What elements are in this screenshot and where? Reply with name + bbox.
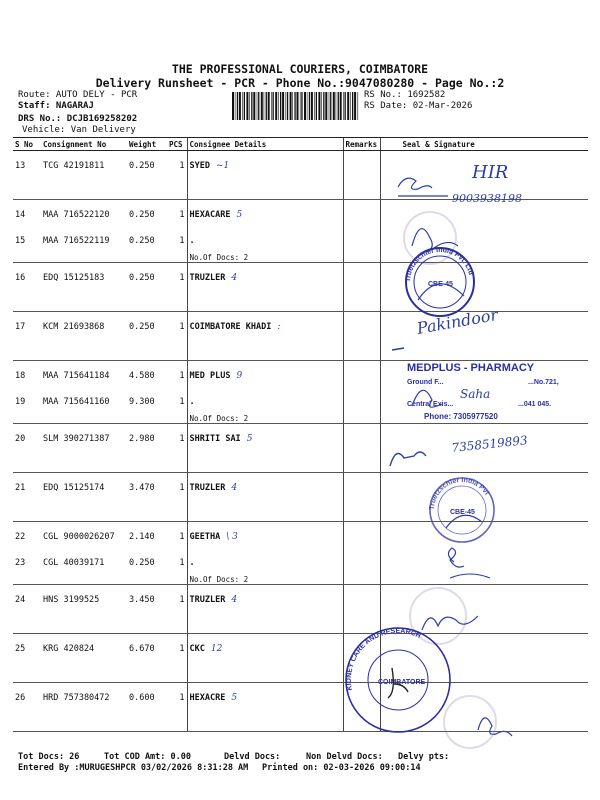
- printed-on: Printed on: 02-03-2026 09:00:14: [262, 763, 421, 773]
- row-consignee: [187, 522, 343, 557]
- row-weight: 6.670: [127, 634, 167, 683]
- barcode-bar: [268, 92, 270, 120]
- consignee-name: SYED: [189, 161, 210, 171]
- row-remarks: [343, 234, 380, 263]
- barcode-bar: [307, 92, 308, 120]
- row-sno: 14: [15, 210, 26, 220]
- barcode-bar: [280, 92, 281, 120]
- row-remarks: [343, 395, 380, 424]
- barcode-bar: [237, 92, 238, 120]
- row-consignee: [187, 312, 343, 361]
- table-header: [13, 138, 588, 151]
- cod-amount: Tot COD Amt: 0.00: [104, 752, 191, 762]
- table-row: [13, 683, 588, 732]
- col-weight: Weight: [127, 138, 167, 151]
- barcode-bar: [321, 92, 322, 120]
- barcode-bar: [239, 92, 241, 120]
- row-consignee: [187, 395, 343, 424]
- delivery-points: Delvy pts:: [398, 752, 450, 762]
- barcode-bar: [333, 92, 335, 120]
- stamp-line: Ground F...: [407, 379, 444, 386]
- col-consignment: Consignment No: [41, 138, 127, 151]
- handwritten-note: 9: [236, 371, 243, 381]
- row-consignee: [187, 234, 343, 263]
- row-consignee: [187, 683, 343, 732]
- row-consignee: [187, 585, 343, 634]
- handwritten-note: 5: [231, 693, 238, 703]
- handwritten-note: \ 3: [226, 532, 238, 542]
- row-consignment-no: CGL 9000026207: [43, 532, 115, 542]
- barcode-bar: [246, 92, 248, 120]
- row-sno: 26: [13, 683, 41, 732]
- runsheet-table: [13, 137, 588, 732]
- row-consignment-no: EDQ 15125183: [41, 263, 127, 312]
- barcode: [232, 92, 360, 120]
- row-remarks: [343, 556, 380, 585]
- table-row: [13, 473, 588, 522]
- barcode-bar: [300, 92, 301, 120]
- handwritten-note: ~1: [215, 161, 230, 171]
- row-remarks: [343, 312, 380, 361]
- col-remarks: Remarks: [343, 138, 380, 151]
- docs-count: No.Of Docs: 2: [189, 253, 249, 262]
- barcode-bar: [325, 92, 327, 120]
- handwritten-note: 4: [231, 483, 238, 493]
- rs-number: RS No.: 1692582: [364, 90, 446, 100]
- row-sno: 23: [13, 556, 41, 585]
- runsheet-subtitle: Delivery Runsheet - PCR - Phone No.:9047080280 - Page No.:2: [95, 76, 505, 90]
- row-consignee: [187, 200, 343, 235]
- barcode-bar: [318, 92, 320, 120]
- row-signature: [380, 424, 588, 473]
- row-weight: 0.250: [127, 234, 167, 263]
- col-signature: Seal & Signature: [380, 138, 588, 151]
- barcode-bar: [314, 92, 315, 120]
- row-signature: [380, 585, 588, 634]
- row-remarks: [343, 683, 380, 732]
- row-pcs: 1: [167, 312, 187, 361]
- barcode-bar: [338, 92, 339, 120]
- barcode-bar: [330, 92, 331, 120]
- col-consignee: Consignee Details: [187, 138, 343, 151]
- barcode-bar: [340, 92, 342, 120]
- row-sno: 19: [13, 395, 41, 424]
- row-weight: 0.250: [127, 263, 167, 312]
- stamp-phone: Phone: 7305977520: [424, 412, 498, 421]
- seal-text: Truetzschler India Pvt. Ltd: [404, 246, 475, 283]
- row-pcs: 1: [167, 473, 187, 522]
- barcode-bar: [242, 92, 243, 120]
- row-weight: 0.250: [127, 151, 167, 200]
- barcode-bar: [350, 92, 351, 120]
- sig-phone-13: 9003938198: [452, 192, 522, 205]
- seal-city: COIMBATORE: [378, 679, 426, 686]
- barcode-bar: [232, 92, 234, 120]
- barcode-bar: [301, 92, 302, 120]
- row-pcs: 1: [167, 585, 187, 634]
- handwritten-note: 5: [246, 434, 253, 444]
- consignee-name: .: [189, 397, 195, 407]
- row-pcs: 1: [167, 395, 187, 424]
- barcode-bar: [323, 92, 324, 120]
- barcode-bar: [266, 92, 267, 120]
- stamp-line: ...No.721,: [528, 379, 559, 386]
- barcode-bar: [258, 92, 259, 120]
- row-pcs: 1: [167, 634, 187, 683]
- row-pcs: 1: [179, 371, 185, 381]
- barcode-bar: [287, 92, 288, 120]
- handwritten-note: 5: [236, 210, 243, 220]
- row-sno: 13: [13, 151, 41, 200]
- stamp-line: ...041 045.: [518, 401, 552, 408]
- seal-city: CBE-45: [428, 281, 453, 288]
- row-sno: 20: [13, 424, 41, 473]
- row-consignee: [187, 556, 343, 585]
- row-weight: 3.470: [127, 473, 167, 522]
- handwritten-note: 4: [231, 595, 238, 605]
- handwritten-note: :: [277, 322, 281, 332]
- row-consignment-no: CGL 40039171: [41, 556, 127, 585]
- row-consignment-no: MAA 716522119: [41, 234, 127, 263]
- barcode-bar: [244, 92, 245, 120]
- barcode-bar: [297, 92, 299, 120]
- row-consignee: [187, 424, 343, 473]
- row-consignment-no: HNS 3199525: [41, 585, 127, 634]
- barcode-bar: [271, 92, 272, 120]
- sig-phone-20: 7358519893: [450, 433, 529, 455]
- consignee-name: HEXACARE: [189, 210, 231, 220]
- row-pcs: 1: [179, 210, 185, 220]
- consignee-name: CKC: [189, 644, 205, 654]
- barcode-bar: [309, 92, 310, 120]
- seal-city: CBE-45: [450, 509, 475, 516]
- row-pcs: 1: [167, 151, 187, 200]
- row-remarks: [343, 522, 380, 557]
- row-weight: 9.300: [127, 395, 167, 424]
- barcode-bar: [352, 92, 353, 120]
- row-signature: [380, 683, 588, 732]
- total-docs: Tot Docs: 26: [18, 752, 80, 762]
- row-weight: 0.250: [129, 210, 155, 220]
- row-consignee: [187, 361, 343, 396]
- row-consignee: [187, 263, 343, 312]
- row-consignment-no: SLM 390271387: [41, 424, 127, 473]
- handwritten-note: 4: [231, 273, 238, 283]
- seal-text: KIDNEY CARE AND RESEARCH: [345, 627, 422, 691]
- company-title: THE PROFESSIONAL COURIERS, COIMBATORE: [171, 62, 429, 76]
- consignee-name: TRUZLER: [189, 483, 226, 493]
- row-weight: 3.450: [127, 585, 167, 634]
- barcode-bar: [253, 92, 255, 120]
- barcode-bar: [249, 92, 250, 120]
- sig-hir: HIR: [472, 162, 509, 183]
- row-remarks: [343, 200, 380, 235]
- row-consignee: [187, 151, 343, 200]
- consignee-name: GEETHA: [189, 532, 221, 542]
- table-row: [13, 200, 588, 235]
- barcode-bar: [304, 92, 306, 120]
- row-sno: 24: [13, 585, 41, 634]
- table-row: [13, 556, 588, 585]
- sig-saha: Saha: [460, 387, 491, 401]
- row-signature: [380, 361, 588, 396]
- vehicle-label: Vehicle: Van Delivery: [22, 125, 136, 135]
- row-weight: 2.980: [127, 424, 167, 473]
- row-signature: [380, 556, 588, 585]
- consignee-name: TRUZLER: [189, 595, 226, 605]
- row-remarks: [343, 424, 380, 473]
- row-weight: 4.580: [129, 371, 155, 381]
- table-row: [13, 263, 588, 312]
- consignee-name: SHRITI SAI: [189, 434, 241, 444]
- consignee-name: .: [189, 236, 195, 246]
- row-consignee: [187, 473, 343, 522]
- row-sno: 21: [13, 473, 41, 522]
- barcode-bar: [282, 92, 284, 120]
- row-pcs: 1: [167, 263, 187, 312]
- row-signature: [380, 234, 588, 263]
- row-pcs: 1: [167, 234, 187, 263]
- table-row: [13, 395, 588, 424]
- docs-count: No.Of Docs: 2: [189, 414, 249, 423]
- barcode-bar: [336, 92, 337, 120]
- delivered-docs: Delvd Docs:: [224, 752, 281, 762]
- row-weight: 0.250: [127, 556, 167, 585]
- row-pcs: 1: [167, 424, 187, 473]
- row-weight: 0.600: [127, 683, 167, 732]
- row-remarks: [343, 151, 380, 200]
- row-sno: 16: [13, 263, 41, 312]
- row-pcs: 1: [179, 532, 185, 542]
- rs-date: RS Date: 02-Mar-2026: [364, 101, 473, 111]
- row-sno: 17: [13, 312, 41, 361]
- staff-label: Staff: NAGARAJ: [18, 101, 94, 111]
- consignee-name: HEXACRE: [189, 693, 226, 703]
- row-remarks: [343, 473, 380, 522]
- consignee-name: MED PLUS: [189, 371, 231, 381]
- row-signature: [380, 312, 588, 361]
- row-consignment-no: KCM 21693868: [41, 312, 127, 361]
- non-delivered-docs: Non Delvd Docs:: [306, 752, 383, 762]
- row-signature: [380, 263, 588, 312]
- barcode-bar: [343, 92, 344, 120]
- table-row: [13, 361, 588, 396]
- row-sno: 22: [15, 532, 26, 542]
- row-weight: 2.140: [129, 532, 155, 542]
- barcode-bar: [311, 92, 313, 120]
- row-sno: 15: [13, 234, 41, 263]
- row-signature: [380, 200, 588, 235]
- drs-label: DRS No.: DCJB169258202: [18, 114, 138, 124]
- row-weight: 0.250: [127, 312, 167, 361]
- table-row: [13, 312, 588, 361]
- barcode-bar: [294, 92, 295, 120]
- table-row: [13, 151, 588, 200]
- seal-text: Truetzschler India Pvt: [428, 477, 491, 511]
- table-row: [13, 234, 588, 263]
- row-consignee: [187, 634, 343, 683]
- row-remarks: [343, 585, 380, 634]
- table-row: [13, 522, 588, 557]
- consignee-name: COIMBATORE KHADI: [189, 322, 272, 332]
- row-consignment-no: MAA 715641184: [43, 371, 110, 381]
- stamp-title: MEDPLUS - PHARMACY: [407, 362, 535, 374]
- barcode-bar: [251, 92, 252, 120]
- barcode-bar: [329, 92, 330, 120]
- barcode-bar: [345, 92, 346, 120]
- barcode-bar: [261, 92, 263, 120]
- sig-pakindoor: Pakindoor: [415, 305, 500, 338]
- row-pcs: 1: [167, 683, 187, 732]
- barcode-bar: [358, 92, 359, 120]
- route-label: Route: AUTO DELY - PCR: [18, 90, 138, 100]
- docs-count: No.Of Docs: 2: [189, 575, 249, 584]
- row-consignment-no: HRD 757380472: [41, 683, 127, 732]
- row-consignment-no: MAA 715641160: [41, 395, 127, 424]
- consignee-name: TRUZLER: [189, 273, 226, 283]
- stamp-line: Central Exis...: [407, 401, 454, 408]
- barcode-bar: [235, 92, 236, 120]
- barcode-bar: [264, 92, 265, 120]
- table-row: [13, 585, 588, 634]
- row-remarks: [343, 634, 380, 683]
- row-signature: [380, 395, 588, 424]
- barcode-bar: [257, 92, 258, 120]
- consignee-name: .: [189, 558, 195, 568]
- row-consignment-no: KRG 420824: [41, 634, 127, 683]
- row-signature: [380, 634, 588, 683]
- row-signature: [380, 522, 588, 557]
- row-consignment-no: TCG 42191811: [41, 151, 127, 200]
- entered-by: Entered By :MURUGESHPCR 03/02/2026 8:31:28 AM: [18, 763, 249, 773]
- handwritten-note: 12: [210, 644, 223, 654]
- row-consignment-no: MAA 716522120: [43, 210, 110, 220]
- row-signature: [380, 151, 588, 200]
- barcode-bar: [292, 92, 293, 120]
- row-remarks: [343, 263, 380, 312]
- barcode-bar: [354, 92, 356, 120]
- col-sno: S No: [13, 138, 41, 151]
- table-row: [13, 424, 588, 473]
- row-signature: [380, 473, 588, 522]
- row-pcs: 1: [167, 556, 187, 585]
- row-sno: 18: [15, 371, 26, 381]
- barcode-bar: [278, 92, 279, 120]
- barcode-bar: [273, 92, 274, 120]
- barcode-bar: [316, 92, 317, 120]
- row-sno: 25: [13, 634, 41, 683]
- row-consignment-no: EDQ 15125174: [41, 473, 127, 522]
- row-remarks: [343, 361, 380, 396]
- barcode-bar: [286, 92, 287, 120]
- table-row: [13, 634, 588, 683]
- barcode-bar: [275, 92, 277, 120]
- barcode-bar: [347, 92, 349, 120]
- barcode-bar: [290, 92, 292, 120]
- col-pcs: PCS: [167, 138, 187, 151]
